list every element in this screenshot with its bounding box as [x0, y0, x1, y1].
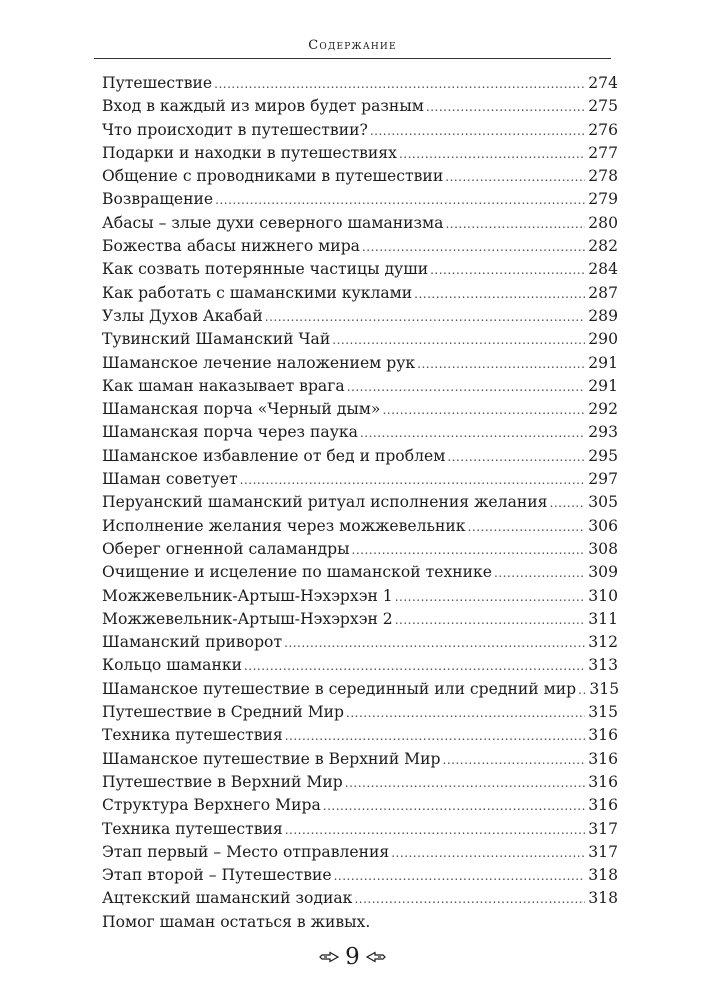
toc-entry-title: Что происходит в путешествии? [102, 120, 368, 139]
page-number: 9 [345, 944, 360, 970]
toc-entry-title: Путешествие в Средний Мир [102, 703, 345, 722]
dot-leader [360, 422, 585, 445]
toc-entry [102, 72, 618, 95]
toc-entry [102, 375, 618, 398]
toc-entry-title: Общение с проводниками в путешествии [102, 167, 444, 186]
toc-entry-title: Как шаман наказывает врага [102, 376, 345, 395]
toc-entry [102, 352, 618, 375]
toc-entry-page: 295 [588, 446, 618, 465]
toc-entry-page: 275 [588, 97, 618, 116]
toc-entry [102, 841, 618, 864]
toc-entry [102, 398, 618, 421]
dot-leader [265, 306, 585, 329]
toc-entry-title: Подарки и находки в путешествиях [102, 143, 397, 162]
toc-entry [102, 421, 618, 444]
toc-entry-title: Абасы – злые духи северного шаманизма [102, 213, 444, 232]
dot-leader [445, 213, 585, 236]
dot-leader [382, 399, 585, 422]
toc-entry-title: Шаманское избавление от бед и проблем [102, 446, 446, 465]
toc-entry-page: 311 [588, 609, 618, 628]
toc-entry-page: 318 [588, 889, 618, 908]
toc-entry-page: 289 [588, 306, 618, 325]
dot-leader [354, 888, 585, 911]
toc-entry-title: Кольцо шаманки [102, 656, 242, 675]
toc-entry-title: Шаманское путешествие в Верхний Мир [102, 749, 441, 768]
dot-leader [215, 189, 585, 212]
toc-entry [102, 258, 618, 281]
toc-entry-page: 276 [588, 120, 618, 139]
toc-entry-title: Исполнение желания через можжевельник [102, 516, 466, 535]
dot-leader [443, 749, 585, 772]
toc-entry-title: Путешествие [102, 74, 213, 92]
toc-entry-page: 316 [588, 796, 618, 815]
toc-entry-title: Вход в каждый из миров будет разным [102, 97, 424, 116]
toc-entry-title: Этап второй – Путешествие [102, 866, 332, 885]
toc-entry-title: Божества абасы нижнего мира [102, 237, 360, 256]
toc-entry-title: Ацтекский шаманский зодиак [102, 889, 353, 908]
dot-leader [550, 492, 586, 515]
toc-entry [102, 95, 618, 118]
toc-entry-title: Возвращение [102, 190, 214, 209]
toc-entry-page: 317 [588, 842, 618, 861]
toc-entry [102, 235, 618, 258]
dot-leader [468, 516, 585, 539]
dot-leader [395, 609, 585, 632]
toc-entry [102, 212, 618, 235]
toc-entry-title: Перуанский шаманский ритуал исполнения желания [102, 493, 548, 512]
toc-entry [102, 328, 618, 351]
toc-entry-title: Тувинский Шаманский Чай [102, 330, 331, 349]
toc-entry-title: Узлы Духов Акабай [102, 306, 263, 325]
toc-entry [102, 771, 618, 794]
toc-entry-title: Шаманский приворот [102, 633, 283, 652]
toc-entry-page: 318 [588, 866, 618, 885]
toc-entry [102, 887, 618, 910]
toc-entry-title: Помог шаман остаться в живых. [102, 912, 371, 931]
dot-leader [362, 236, 585, 259]
dot-leader [347, 376, 585, 399]
dot-leader [391, 842, 585, 865]
toc-entry [102, 445, 618, 468]
dot-leader [395, 586, 585, 609]
toc-entry [102, 654, 618, 677]
toc-entry-page: 315 [588, 703, 618, 722]
dot-leader [414, 283, 585, 306]
toc-entry [102, 188, 618, 211]
toc-entry-page: 306 [588, 516, 618, 535]
dot-leader [430, 259, 585, 282]
toc-entry-page: 315 [589, 679, 620, 698]
toc-entry [102, 515, 618, 538]
dot-leader [352, 539, 586, 562]
toc-entry-title: Можжевельник-Артыш-Нэхэрхэн 2 [102, 609, 393, 628]
toc-entry-title: Как созвать потерянные частицы души [102, 260, 429, 279]
toc-entry-title: Можжевельник-Артыш-Нэхэрхэн 1 [102, 586, 393, 605]
toc-entry-title: Шаман советует [102, 470, 238, 489]
dot-leader [284, 632, 585, 655]
toc-entry-page: 279 [588, 190, 618, 209]
toc-entry-page: 291 [588, 353, 618, 372]
header-rule [94, 58, 611, 59]
toc-trailing-line [102, 911, 618, 934]
left-ornament-icon [319, 951, 339, 963]
dot-leader [240, 469, 585, 492]
toc-entry-page: 316 [588, 726, 618, 745]
toc-entry-page: 291 [588, 376, 618, 395]
toc-entry-page: 284 [588, 260, 618, 279]
toc-entry-title: Путешествие в Верхний Мир [102, 772, 343, 791]
toc-entry-title: Техника путешествия [102, 726, 283, 745]
toc-entry-page: 297 [588, 470, 618, 489]
dot-leader [346, 702, 585, 725]
toc-entry-page: 287 [588, 283, 618, 302]
dot-leader [445, 166, 585, 189]
toc-entry [102, 491, 618, 514]
toc-entry-title: Шаманская порча «Черный дым» [102, 400, 381, 419]
toc-entry-page: 312 [588, 633, 618, 652]
toc-entry-title: Этап первый – Место отправления [102, 842, 390, 861]
toc-entry [102, 724, 618, 747]
toc-entry [102, 794, 618, 817]
toc-entry-title: Как работать с шаманскими куклами [102, 283, 413, 302]
toc-entry-title: Структура Верхнего Мира [102, 796, 321, 815]
dot-leader [447, 446, 585, 469]
dot-leader [399, 143, 585, 166]
dot-leader [244, 655, 585, 678]
toc-entry [102, 585, 618, 608]
dot-leader [345, 772, 585, 795]
toc-entry [102, 818, 618, 841]
toc-entry [102, 701, 618, 724]
toc-entry-page: 305 [588, 493, 618, 512]
toc-entry [102, 678, 618, 701]
toc-entry-title: Оберег огненной саламандры [102, 539, 350, 558]
dot-leader [285, 819, 585, 842]
toc-entry-title: Очищение и исцеление по шаманской технике [102, 563, 493, 582]
toc-entry-title: Техника путешествия [102, 819, 283, 838]
page-folio [0, 944, 705, 970]
toc-entry [102, 468, 618, 491]
toc-entry [102, 282, 618, 305]
toc-entry [102, 165, 618, 188]
toc-entry [102, 631, 618, 654]
toc-entry-page: 278 [588, 167, 618, 186]
dot-leader [214, 73, 585, 96]
dot-leader [323, 795, 585, 818]
toc-entry-page: 290 [588, 330, 618, 349]
toc-entry-page: 293 [588, 423, 618, 442]
toc-entry-page: 316 [588, 749, 618, 768]
toc-entry-page: 313 [588, 656, 618, 675]
toc-entry [102, 305, 618, 328]
dot-leader [578, 679, 586, 702]
toc-entry-title: Шаманское путешествие в серединный или средний мир [102, 679, 577, 698]
toc-entry-page: 277 [588, 143, 618, 162]
dot-leader [285, 725, 585, 748]
dot-leader [332, 329, 585, 352]
toc-entry [102, 748, 618, 771]
dot-leader [417, 353, 585, 376]
toc-entry [102, 608, 618, 631]
table-of-contents [102, 72, 618, 934]
running-head: Содержание [308, 38, 397, 53]
toc-entry-page: 316 [588, 772, 618, 791]
toc-entry-title: Шаманское лечение наложением рук [102, 353, 416, 372]
toc-entry-page: 292 [588, 400, 618, 419]
dot-leader [426, 96, 585, 119]
toc-entry [102, 561, 618, 584]
dot-leader [494, 562, 585, 585]
toc-entry-page: 308 [588, 539, 618, 558]
toc-entry-page: 310 [588, 586, 618, 605]
toc-entry [102, 538, 618, 561]
toc-entry [102, 864, 618, 887]
dot-leader [334, 865, 585, 888]
toc-entry-page: 309 [588, 563, 618, 582]
dot-leader [370, 120, 585, 143]
toc-entry [102, 142, 618, 165]
right-ornament-icon [366, 951, 386, 963]
toc-entry-page: 274 [588, 74, 618, 92]
toc-entry-title: Шаманская порча через паука [102, 423, 358, 442]
toc-entry-page: 282 [588, 237, 618, 256]
toc-entry-page: 317 [588, 819, 618, 838]
toc-entry [102, 119, 618, 142]
toc-entry-page: 280 [588, 213, 618, 232]
